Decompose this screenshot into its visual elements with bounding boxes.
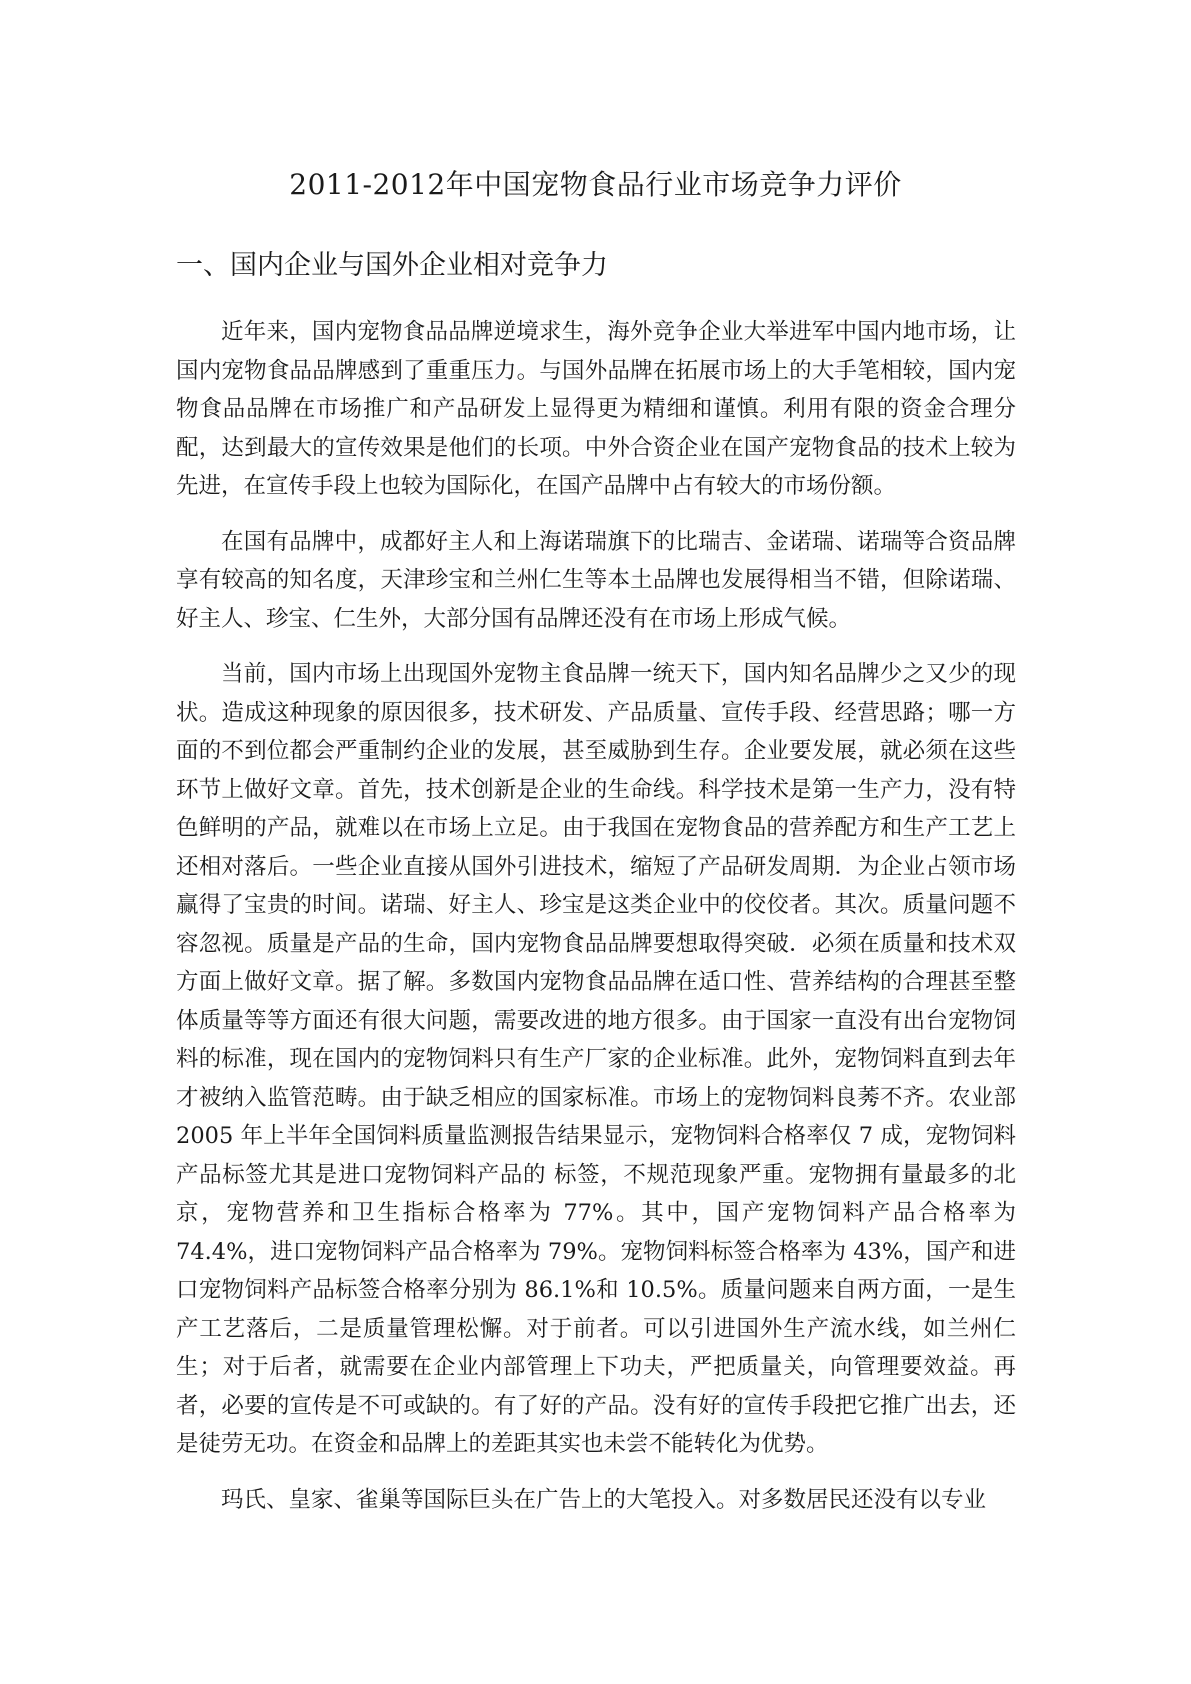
paragraph: 近年来，国内宠物食品品牌逆境求生，海外竞争企业大举进军中国内地市场，让国内宠物食品品牌感到了重重压力。与国外品牌在拓展市场上的大手笔相较，国内宠物食品品牌在市场推广和产品研发上显得更为精细和谨慎。利用有限的资金合理分配，达到最大的宣传效果是他们的长项。中外合资企业在国产宠物食品的技术上较为先进，在宣传手段上也较为国际化，在国产品牌中占有较大的市场份额。 [176, 319, 1016, 499]
section-heading: 一、国内企业与国外企业相对竞争力 [176, 250, 608, 281]
body-text [176, 313, 1016, 1536]
paragraph: 在国有品牌中，成都好主人和上海诺瑞旗下的比瑞吉、金诺瑞、诺瑞等合资品牌享有较高的知名度，天津珍宝和兰州仁生等本土品牌也发展得相当不错，但除诺瑞、好主人、珍宝、仁生外，大部分国有品牌还没有在市场上形成气候。 [176, 528, 1016, 632]
paragraph: 玛氏、皇家、雀巢等国际巨头在广告上的大笔投入。对多数居民还没有以专业 [221, 1486, 987, 1513]
paragraph: 当前，国内市场上出现国外宠物主食品牌一统天下，国内知名品牌少之又少的现状。造成这种现象的原因很多，技术研发、产品质量、宣传手段、经营思路；哪一方面的不到位都会严重制约企业的发展，甚至威胁到生存。企业要发展，就必须在这些环节上做好文章。首先，技术创新是企业的生命线。科学技术是第一生产力，没有特色鲜明的产品，就难以在市场上立足。由于我国在宠物食品的营养配方和生产工艺上还相对落后。一些企业直接从国外引进技术，缩短了产品研发周期．为企业占领市场赢得了宝贵的时间。诺瑞、好主人、珍宝是这类企业中的佼佼者。其次。质量问题不容忽视。质量是产品的生命，国内宠物食品品牌要想取得突破．必须在质量和技术双方面上做好文章。据了解。多数国内宠物食品品牌在适口性、营养结构的合理甚至整体质量等等方面还有很大问题，需要改进的地方很多。由于国家一直没有出台宠物饲料的标准，现在国内的宠物饲料只有生产厂家的企业标准。此外，宠物饲料直到去年才被纳入监管范畴。由于缺乏相应的国家标准。市场上的宠物饲料良莠不齐。农业部 2005 年上半年全国饲料质量监测报告结果显示，宠物饲料合格率仅 7 成，宠物饲料产品标签尤其是进口宠物饲料产品的 标签，不规范现象严重。宠物拥有量最多的北京，宠物营养和卫生指标合格率为 77%。其中，国产宠物饲料产品合格率为 74.4%，进口宠物饲料产品合格率为 79%。宠物饲料标签合格率为 43%，国产和进口宠物饲料产品标签合格率分别为 86.1%和 10.5%。质量问题来自两方面，一是生产工艺落后，二是质量管理松懈。对于前者。可以引进国外生产流水线，如兰州仁生；对于后者，就需要在企业内部管理上下功夫，严把质量关，向管理要效益。再者，必要的宣传是不可或缺的。有了好的产品。没有好的宣传手段把它推广出去，还是徒劳无功。在资金和品牌上的差距其实也未尝不能转化为优势。 [176, 661, 1016, 1457]
document-title: 2011-2012年中国宠物食品行业市场竞争力评价 [289, 168, 902, 201]
